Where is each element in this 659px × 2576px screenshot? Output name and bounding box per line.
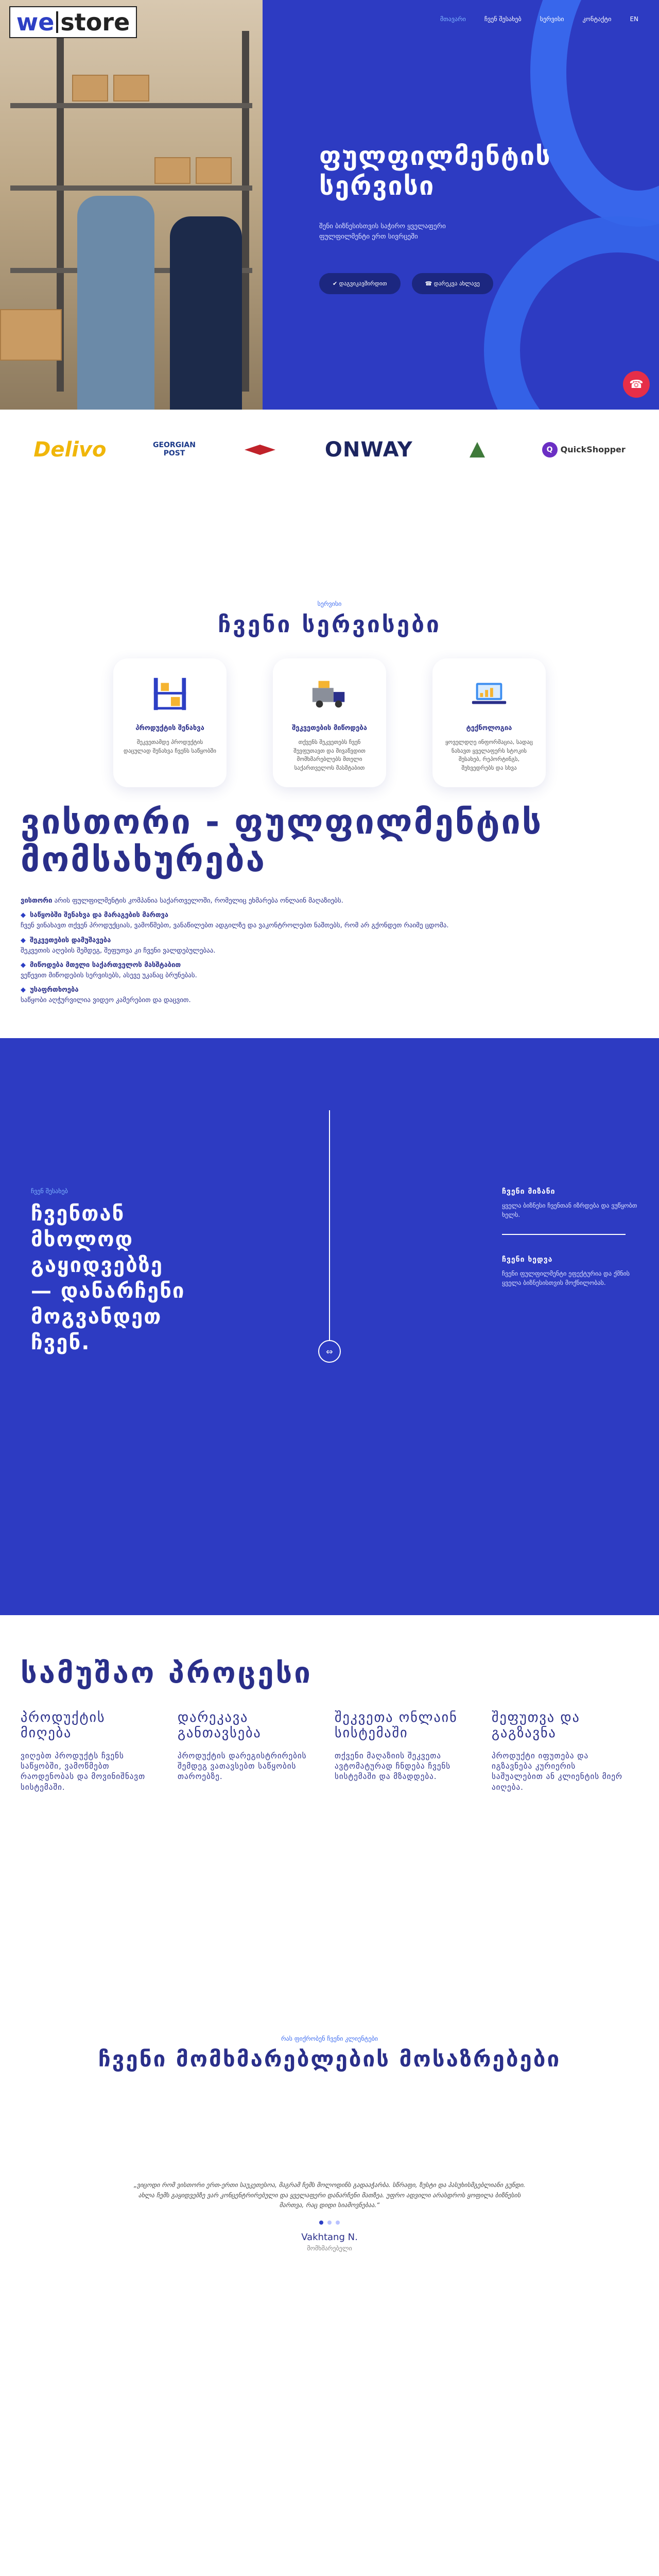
- hero-title: ფულფილმენტის სერვისი: [319, 141, 551, 201]
- nav-services[interactable]: სერვისი: [540, 15, 564, 23]
- hero-panel: [263, 0, 659, 410]
- shelf: [10, 103, 252, 108]
- about-kicker: ჩვენ შესახებ: [31, 1188, 68, 1195]
- fulfilment-body: [21, 896, 638, 1006]
- nav-language[interactable]: EN: [630, 15, 638, 23]
- process-step: [335, 1710, 472, 1792]
- service-desc: შეკვეთამდე პროდუქტის დაცულად შენახვა ჩვენს საწყობში: [124, 739, 216, 754]
- process-steps: [21, 1710, 638, 1792]
- process-title: სამუშაო პროცესი: [21, 1656, 313, 1690]
- about-title: ჩვენთან მხოლოდ გაყიდვებზე — დანარჩენი მოგვანდეთ ჩვენ.: [31, 1202, 185, 1354]
- quickshopper-icon: Q: [542, 442, 558, 457]
- site-logo[interactable]: [9, 6, 137, 38]
- partner-georgian-post-logo: [153, 442, 196, 457]
- carousel-dot[interactable]: [336, 2221, 340, 2225]
- box: [0, 309, 62, 361]
- bullet-item: [21, 985, 638, 1006]
- step-text: პროდუქტის დარეგისტრირების შემდეგ ვათავსებთ საწყობის თაროებზე.: [178, 1751, 307, 1782]
- box: [154, 157, 190, 184]
- bullet-head: მიწოდება მთელი საქართველოს მასშტაბით: [30, 961, 181, 969]
- step-text: პროდუქტი იფუთება და იგზავნება კურიერის საშუალებით ან კლიენტის მიერ აიღება.: [492, 1751, 622, 1792]
- vision-text: ჩვენი ფულფილმენტი ეფექტურია და ქმნის ყველა ბიზნესისთვის მოქნილობას.: [502, 1270, 630, 1286]
- services-section: [0, 489, 659, 771]
- fulfilment-title: ვისთორი - ფულფილმენტის მომსახურება: [21, 802, 543, 879]
- bullet-icon: ◆: [21, 961, 26, 969]
- logo-divider: [56, 11, 58, 33]
- bullet-head: საწყობში შენახვა და მარაგების მართვა: [30, 911, 168, 920]
- bullet-text: ვეწევით მიწოდების სერვისებს, ასევე უკანაც ბრუნებას.: [21, 972, 197, 980]
- bullet-icon: ◆: [21, 986, 26, 994]
- vision-heading: ჩვენი ხედვა: [502, 1256, 553, 1264]
- partners-strip: [0, 410, 659, 489]
- nav-home[interactable]: მთავარი: [440, 15, 466, 23]
- service-name: შეკვეთების მიწოდება: [292, 724, 367, 732]
- partner-onway-logo: ONWAY: [324, 437, 413, 462]
- hero-section: [0, 0, 659, 410]
- bullet-text: შეკვეთის აღების შემდეგ, შეფუთვა კი ჩვენი ვალდებულებაა.: [21, 946, 216, 955]
- partner-delivo-logo: Delivo: [33, 437, 107, 462]
- testimonials-kicker: რას ფიქრობენ ჩვენი კლიენტები: [281, 2035, 378, 2042]
- testimonial-author: Vakhtang N.: [301, 2231, 358, 2243]
- about-section: [0, 1038, 659, 1615]
- bullet-icon: ◆: [21, 936, 26, 944]
- phone-icon[interactable]: ☎: [623, 371, 650, 398]
- service-name: პროდუქტის შენახვა: [135, 724, 204, 732]
- about-right: [502, 1188, 641, 1287]
- about-divider: [329, 1110, 330, 1350]
- step-heading: პროდუქტის მიღება: [21, 1710, 106, 1741]
- carousel-dot[interactable]: [319, 2221, 323, 2225]
- bullet-head: უსაფრთხოება: [30, 986, 79, 994]
- about-separator: [502, 1234, 626, 1235]
- brand-name: ვისთორი: [21, 897, 53, 905]
- service-desc: თქვენს შეკვეთებს ჩვენ შევფუთავთ და მივაწვდით მომხმარებლებს მთელი საქართველოს მასშტაბით: [293, 739, 366, 771]
- bullet-text: საწყობი აღჭურვილია ვიდეო კამერებით და დაცვით.: [21, 996, 191, 1005]
- step-text: თქვენი მაღაზიის შეკვეთა ავტომატურად ჩნდება ჩვენს სისტემაში და მზადდება.: [335, 1751, 451, 1782]
- quickshopper-name: QuickShopper: [560, 445, 626, 454]
- mission-heading: ჩვენი მიზანი: [502, 1188, 556, 1196]
- testimonial-role: მომხმარებელი: [307, 2244, 352, 2252]
- services-kicker: სერვისი: [317, 600, 342, 607]
- carousel-dot[interactable]: [327, 2221, 332, 2225]
- hero-photo: [0, 0, 263, 410]
- process-step: [492, 1710, 629, 1792]
- step-text: ვიღებთ პროდუქტს ჩვენს საწყობში, ვამოწმებთ რაოდენობას და მოვინიშნავთ სისტემაში.: [21, 1751, 146, 1792]
- bullet-item: [21, 910, 638, 931]
- process-section: [0, 1615, 659, 1971]
- shelf: [10, 185, 252, 191]
- box: [196, 157, 232, 184]
- services-title: ჩვენი სერვისები: [218, 612, 441, 638]
- bullet-item: [21, 960, 638, 981]
- box: [72, 75, 108, 101]
- process-step: [178, 1710, 315, 1792]
- partner-bird-logo: [459, 439, 495, 460]
- fulfilment-section: [0, 726, 659, 1038]
- worker-figure: [170, 216, 242, 410]
- testimonial-quote: „ვიცოდი რომ ვისთორი ერთ-ერთი საუკეთესოა, მაგრამ ჩემს მოლოდინს გადააჭარბა. სწრაფი, ზუსტი და პასუხისმგებლიანი გუნდი. ახლა ჩემს გაყიდვებზე ვარ კონცენტრირებული და ყველაფერი დანარჩენი მათზეა. უფრო ადვილი არასდროს ყოფილა ბიზნესის მართვა, რაც დიდი სიამოვნებაა.“: [133, 2181, 526, 2209]
- testimonials-title: ჩვენი მომხმარებლების მოსაზრებები: [98, 2046, 561, 2072]
- logo-store: store: [60, 8, 130, 36]
- worker-figure: [77, 196, 154, 410]
- step-heading: შეფუთვა და გაგზავნა: [492, 1710, 580, 1741]
- warehouse-shelf-icon: [150, 674, 190, 714]
- nav-contact[interactable]: კონტაქტი: [582, 15, 612, 23]
- main-nav: [440, 15, 638, 23]
- logo-we: we: [16, 8, 55, 36]
- gp-line1: GEORGIAN: [152, 441, 196, 450]
- about-left: [31, 1188, 185, 1355]
- step-heading: შეკვეთა ონლაინ სისტემაში: [335, 1710, 458, 1741]
- delivery-truck-icon: [309, 674, 350, 714]
- process-step: [21, 1710, 158, 1792]
- arrows-icon[interactable]: ⇔: [318, 1340, 341, 1363]
- laptop-icon: [469, 674, 509, 714]
- intro-text: არის ფულფილმენტის კომპანია საქართველოში, რომელიც ეხმარება ონლაინ მაღაზიებს.: [52, 897, 343, 905]
- mission-text: ყველა ბიზნესი ჩვენთან იზრდება და ვუწყობთ ხელს.: [502, 1202, 637, 1218]
- service-name: ტექნოლოგია: [466, 724, 512, 732]
- fulfilment-intro: [21, 896, 638, 906]
- hero-buttons: [319, 273, 493, 294]
- partner-wing-logo: [242, 439, 278, 460]
- bullet-icon: ◆: [21, 911, 26, 920]
- carousel-dots: [0, 2221, 659, 2225]
- bullet-text: ჩვენ ვინახავთ თქვენ პროდუქციას, ვამოწმებთ, ვანაწილებთ ადგილზე და ვაკონტროლებთ ნაშთებს, რომ არ გქონდეთ რაიმე ცდომა.: [21, 922, 449, 930]
- box: [113, 75, 149, 101]
- bullet-head: შეკვეთების დამუშავება: [30, 936, 111, 944]
- testimonials-section: [0, 1971, 659, 2576]
- bullet-item: [21, 936, 638, 956]
- gp-line2: POST: [163, 449, 185, 457]
- nav-about[interactable]: ჩვენ შესახებ: [484, 15, 522, 23]
- hero-subtitle: შენი ბიზნესისთვის საჭირო ყველაფერი ფულფილმენტი ერთ სივრცეში: [319, 223, 446, 241]
- service-desc: ყოველდღე ინფორმაცია, სადაც ნახავთ ყველაფერს სტოკის შესახებ, რეპორტინგს, შეხვედრებს და სხვა: [445, 739, 533, 771]
- step-heading: დარეკავა განთავსება: [178, 1710, 262, 1741]
- shelf-post: [242, 31, 249, 392]
- contact-us-button[interactable]: ✔ დაგვიკავშირდით: [319, 273, 401, 294]
- call-now-button[interactable]: ☎ დარეკვა ახლავე: [412, 273, 493, 294]
- partner-quickshopper-logo: [542, 442, 626, 457]
